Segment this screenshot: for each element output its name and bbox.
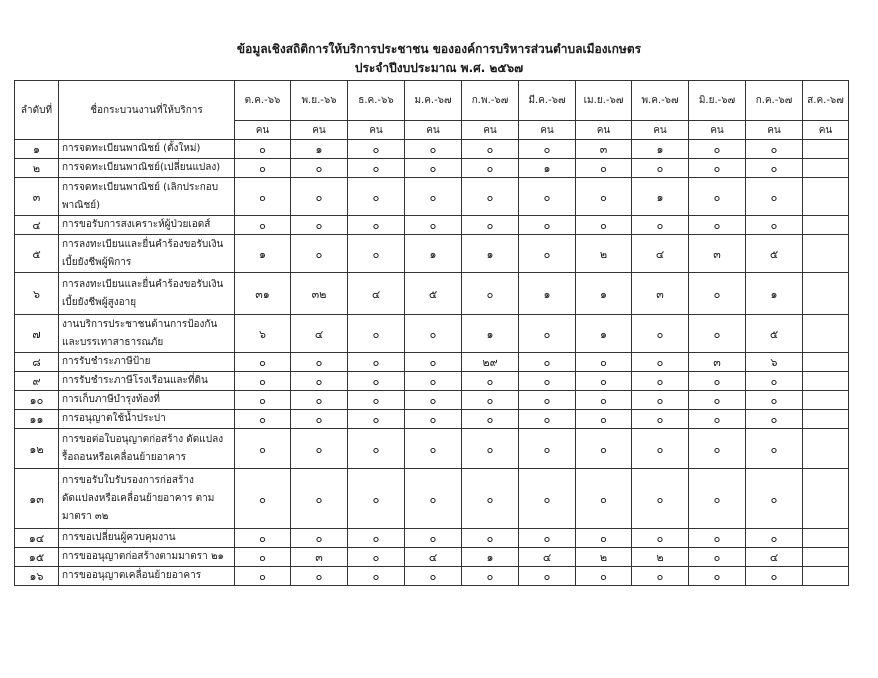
value-cell: ๐ (519, 429, 576, 469)
value-cell (803, 159, 849, 178)
value-cell: ๐ (348, 391, 405, 410)
value-cell: ๐ (519, 469, 576, 529)
value-cell: ๐ (235, 469, 291, 529)
value-cell: ๐ (746, 178, 803, 216)
value-cell: ๐ (576, 372, 632, 391)
value-cell: ๑ (746, 273, 803, 315)
table-row (15, 567, 849, 586)
header-name: ชื่อกระบวนงานที่ให้บริการ (59, 81, 235, 140)
value-cell: ๐ (405, 159, 462, 178)
value-cell: ๓ (632, 273, 689, 315)
value-cell: ๐ (746, 567, 803, 586)
value-cell: ๐ (291, 529, 348, 548)
value-cell: ๐ (291, 235, 348, 273)
month-header: ก.พ.-๖๗ (462, 81, 519, 121)
value-cell: ๐ (746, 429, 803, 469)
value-cell: ๐ (519, 235, 576, 273)
value-cell: ๐ (632, 567, 689, 586)
value-cell: ๐ (235, 372, 291, 391)
value-cell: ๐ (348, 315, 405, 353)
header-no: ลำดับที่ (15, 81, 59, 140)
value-cell: ๐ (235, 140, 291, 159)
value-cell: ๐ (746, 410, 803, 429)
table-row (15, 548, 849, 567)
row-number: ๑ (15, 140, 59, 159)
row-number: ๘ (15, 353, 59, 372)
value-cell: ๐ (632, 216, 689, 235)
row-number: ๑๐ (15, 391, 59, 410)
value-cell: ๐ (519, 140, 576, 159)
value-cell: ๐ (576, 216, 632, 235)
value-cell: ๓ (689, 235, 746, 273)
value-cell: ๐ (462, 273, 519, 315)
value-cell: ๐ (291, 353, 348, 372)
value-cell: ๒ (576, 235, 632, 273)
value-cell: ๐ (576, 469, 632, 529)
value-cell: ๖ (746, 353, 803, 372)
page-title: ข้อมูลเชิงสถิติการให้บริการประชาชน ขององค์การบริหารส่วนตำบลเมืองเกษตร (236, 42, 642, 56)
value-cell: ๐ (632, 469, 689, 529)
month-header: เม.ย.-๖๗ (576, 81, 632, 121)
row-number: ๑๑ (15, 410, 59, 429)
value-cell: ๐ (689, 273, 746, 315)
value-cell: ๐ (348, 159, 405, 178)
value-cell: ๐ (689, 529, 746, 548)
unit-header: คน (519, 121, 576, 140)
value-cell: ๐ (405, 353, 462, 372)
value-cell: ๐ (519, 567, 576, 586)
value-cell: ๔ (291, 315, 348, 353)
value-cell: ๐ (689, 178, 746, 216)
process-name: การรับชำระภาษีป้าย (59, 353, 235, 372)
value-cell: ๐ (746, 469, 803, 529)
value-cell: ๓๑ (235, 273, 291, 315)
row-number: ๗ (15, 315, 59, 353)
value-cell (803, 178, 849, 216)
value-cell: ๐ (235, 410, 291, 429)
value-cell: ๓ (689, 353, 746, 372)
value-cell: ๐ (689, 159, 746, 178)
value-cell: ๐ (235, 159, 291, 178)
value-cell: ๐ (348, 178, 405, 216)
value-cell: ๐ (348, 235, 405, 273)
value-cell (803, 140, 849, 159)
row-number: ๔ (15, 216, 59, 235)
value-cell: ๐ (462, 469, 519, 529)
value-cell: ๐ (519, 410, 576, 429)
month-header: ธ.ค.-๖๖ (348, 81, 405, 121)
value-cell (803, 353, 849, 372)
value-cell: ๐ (746, 216, 803, 235)
value-cell: ๐ (689, 429, 746, 469)
value-cell: ๐ (689, 372, 746, 391)
value-cell: ๐ (462, 178, 519, 216)
value-cell: ๐ (405, 429, 462, 469)
row-number: ๑๔ (15, 529, 59, 548)
unit-header: คน (689, 121, 746, 140)
value-cell (803, 429, 849, 469)
unit-header: คน (405, 121, 462, 140)
value-cell: ๔ (746, 548, 803, 567)
value-cell: ๑ (462, 235, 519, 273)
table-row (15, 159, 849, 178)
row-number: ๙ (15, 372, 59, 391)
unit-header: คน (462, 121, 519, 140)
value-cell: ๐ (348, 216, 405, 235)
value-cell: ๐ (689, 469, 746, 529)
unit-header: คน (235, 121, 291, 140)
process-name: การลงทะเบียนและยื่นคำร้องขอรับเงินเบี้ยยังชีพผู้พิการ (59, 235, 235, 273)
value-cell: ๐ (519, 353, 576, 372)
value-cell: ๐ (348, 353, 405, 372)
table-row (15, 469, 849, 529)
process-name: การรับชำระภาษีโรงเรือนและที่ดิน (59, 372, 235, 391)
value-cell: ๐ (235, 178, 291, 216)
value-cell: ๐ (462, 567, 519, 586)
process-name: งานบริการประชาชนด้านการป้องกันและบรรเทาสาธารณภัย (59, 315, 235, 353)
value-cell: ๒ (576, 548, 632, 567)
table-row (15, 140, 849, 159)
value-cell: ๐ (746, 529, 803, 548)
value-cell: ๐ (235, 353, 291, 372)
value-cell: ๐ (348, 429, 405, 469)
value-cell: ๓ (291, 548, 348, 567)
value-cell: ๓๒ (291, 273, 348, 315)
value-cell: ๐ (576, 410, 632, 429)
value-cell: ๐ (462, 140, 519, 159)
month-header: มี.ค.-๖๗ (519, 81, 576, 121)
value-cell: ๐ (405, 178, 462, 216)
value-cell: ๐ (348, 469, 405, 529)
value-cell: ๐ (632, 372, 689, 391)
value-cell: ๒๙ (462, 353, 519, 372)
table-row (15, 216, 849, 235)
row-number: ๒ (15, 159, 59, 178)
value-cell: ๐ (576, 353, 632, 372)
value-cell: ๐ (632, 315, 689, 353)
value-cell: ๐ (689, 391, 746, 410)
unit-header: คน (291, 121, 348, 140)
unit-header: คน (576, 121, 632, 140)
table-row (15, 529, 849, 548)
month-header: ส.ค.-๖๗ (803, 81, 849, 121)
value-cell: ๐ (519, 178, 576, 216)
value-cell: ๐ (291, 391, 348, 410)
value-cell: ๕ (405, 273, 462, 315)
value-cell: ๑ (632, 178, 689, 216)
value-cell: ๐ (689, 216, 746, 235)
value-cell (803, 315, 849, 353)
process-name: การจดทะเบียนพาณิชย์ (เลิกประกอบพาณิชย์) (59, 178, 235, 216)
table-row (15, 315, 849, 353)
row-number: ๑๖ (15, 567, 59, 586)
table-row (15, 391, 849, 410)
process-name: การขออนุญาตเคลื่อนย้ายอาคาร (59, 567, 235, 586)
value-cell: ๐ (519, 315, 576, 353)
unit-header: คน (348, 121, 405, 140)
process-name: การขอรับการสงเคราะห์ผู้ป่วยเอดส์ (59, 216, 235, 235)
value-cell: ๐ (291, 216, 348, 235)
page-subtitle: ประจำปีงบประมาณ พ.ศ. ๒๕๖๗ (354, 61, 524, 75)
month-header: พ.ย.-๖๖ (291, 81, 348, 121)
value-cell: ๐ (576, 429, 632, 469)
unit-header: คน (632, 121, 689, 140)
value-cell: ๐ (348, 529, 405, 548)
value-cell: ๐ (348, 548, 405, 567)
value-cell: ๑ (462, 548, 519, 567)
value-cell: ๑ (462, 315, 519, 353)
value-cell: ๐ (405, 140, 462, 159)
value-cell: ๐ (462, 429, 519, 469)
value-cell: ๐ (405, 315, 462, 353)
value-cell: ๑ (576, 315, 632, 353)
value-cell: ๐ (632, 529, 689, 548)
process-name: การขอต่อใบอนุญาตก่อสร้าง ดัดแปลง รื้อถอนหรือเคลื่อนย้ายอาคาร (59, 429, 235, 469)
row-number: ๑๕ (15, 548, 59, 567)
value-cell: ๐ (405, 567, 462, 586)
value-cell: ๐ (235, 548, 291, 567)
row-number: ๖ (15, 273, 59, 315)
value-cell: ๐ (462, 410, 519, 429)
row-number: ๕ (15, 235, 59, 273)
value-cell: ๕ (746, 235, 803, 273)
value-cell: ๐ (632, 353, 689, 372)
month-header: มิ.ย.-๖๗ (689, 81, 746, 121)
month-header: พ.ค.-๖๗ (632, 81, 689, 121)
table-row (15, 372, 849, 391)
value-cell: ๐ (405, 529, 462, 548)
table-row (15, 273, 849, 315)
value-cell: ๐ (689, 548, 746, 567)
value-cell: ๐ (746, 391, 803, 410)
value-cell: ๔ (632, 235, 689, 273)
month-header: ก.ค.-๖๗ (746, 81, 803, 121)
row-number: ๓ (15, 178, 59, 216)
table-row (15, 353, 849, 372)
value-cell: ๐ (689, 410, 746, 429)
process-name: การเก็บภาษีบำรุงท้องที่ (59, 391, 235, 410)
process-name: การจดทะเบียนพาณิชย์(เปลี่ยนแปลง) (59, 159, 235, 178)
statistics-table (14, 80, 849, 586)
value-cell: ๐ (291, 469, 348, 529)
value-cell: ๐ (576, 178, 632, 216)
value-cell: ๐ (632, 429, 689, 469)
value-cell: ๐ (291, 178, 348, 216)
row-number: ๑๓ (15, 469, 59, 529)
value-cell: ๐ (576, 567, 632, 586)
value-cell: ๐ (291, 159, 348, 178)
value-cell: ๒ (632, 548, 689, 567)
value-cell: ๐ (462, 529, 519, 548)
value-cell: ๐ (405, 391, 462, 410)
table-row (15, 410, 849, 429)
value-cell: ๐ (235, 567, 291, 586)
value-cell: ๔ (348, 273, 405, 315)
process-name: การขอเปลี่ยนผู้ควบคุมงาน (59, 529, 235, 548)
value-cell: ๑ (235, 235, 291, 273)
value-cell: ๐ (235, 391, 291, 410)
value-cell: ๐ (519, 372, 576, 391)
value-cell: ๐ (235, 429, 291, 469)
value-cell: ๐ (576, 529, 632, 548)
value-cell (803, 273, 849, 315)
table-row (15, 178, 849, 216)
value-cell: ๐ (519, 391, 576, 410)
value-cell: ๐ (632, 410, 689, 429)
value-cell: ๖ (235, 315, 291, 353)
value-cell: ๐ (291, 372, 348, 391)
value-cell: ๐ (519, 216, 576, 235)
value-cell: ๐ (632, 159, 689, 178)
value-cell: ๐ (519, 529, 576, 548)
month-header: ต.ค.-๖๖ (235, 81, 291, 121)
process-name: การอนุญาตใช้น้ำประปา (59, 410, 235, 429)
value-cell: ๐ (348, 410, 405, 429)
table-row (15, 429, 849, 469)
value-cell: ๐ (405, 410, 462, 429)
value-cell: ๐ (746, 159, 803, 178)
value-cell: ๑ (291, 140, 348, 159)
value-cell: ๓ (576, 140, 632, 159)
row-number: ๑๒ (15, 429, 59, 469)
table-row (15, 235, 849, 273)
value-cell (803, 391, 849, 410)
value-cell (803, 235, 849, 273)
value-cell (803, 567, 849, 586)
value-cell: ๐ (291, 410, 348, 429)
value-cell: ๐ (348, 372, 405, 391)
value-cell: ๐ (576, 159, 632, 178)
value-cell: ๑ (576, 273, 632, 315)
value-cell: ๑ (519, 273, 576, 315)
value-cell: ๑ (519, 159, 576, 178)
value-cell: ๐ (405, 216, 462, 235)
value-cell: ๐ (348, 567, 405, 586)
value-cell: ๐ (462, 372, 519, 391)
unit-header: คน (746, 121, 803, 140)
value-cell: ๔ (405, 548, 462, 567)
value-cell: ๕ (746, 315, 803, 353)
value-cell: ๐ (576, 391, 632, 410)
value-cell (803, 469, 849, 529)
value-cell: ๔ (519, 548, 576, 567)
value-cell: ๐ (348, 140, 405, 159)
process-name: การขอรับใบรับรองการก่อสร้าง ดัดแปลงหรือเคลื่อนย้ายอาคาร ตามมาตรา ๓๒ (59, 469, 235, 529)
value-cell: ๐ (462, 159, 519, 178)
value-cell (803, 548, 849, 567)
value-cell (803, 529, 849, 548)
value-cell: ๐ (405, 372, 462, 391)
value-cell: ๐ (746, 372, 803, 391)
value-cell (803, 216, 849, 235)
value-cell: ๐ (291, 429, 348, 469)
process-name: การขออนุญาตก่อสร้างตามมาตรา ๒๑ (59, 548, 235, 567)
month-header: ม.ค.-๖๗ (405, 81, 462, 121)
value-cell: ๑ (632, 140, 689, 159)
value-cell (803, 372, 849, 391)
value-cell: ๐ (235, 529, 291, 548)
value-cell: ๐ (746, 140, 803, 159)
value-cell: ๐ (291, 567, 348, 586)
value-cell (803, 410, 849, 429)
value-cell: ๐ (235, 216, 291, 235)
value-cell: ๐ (405, 469, 462, 529)
unit-header: คน (803, 121, 849, 140)
value-cell: ๐ (689, 567, 746, 586)
value-cell: ๐ (689, 140, 746, 159)
process-name: การจดทะเบียนพาณิชย์ (ตั้งใหม่) (59, 140, 235, 159)
value-cell: ๐ (632, 391, 689, 410)
process-name: การลงทะเบียนและยื่นคำร้องขอรับเงินเบี้ยยังชีพผู้สูงอายุ (59, 273, 235, 315)
value-cell: ๐ (462, 216, 519, 235)
value-cell: ๐ (689, 315, 746, 353)
value-cell: ๐ (462, 391, 519, 410)
value-cell: ๑ (405, 235, 462, 273)
